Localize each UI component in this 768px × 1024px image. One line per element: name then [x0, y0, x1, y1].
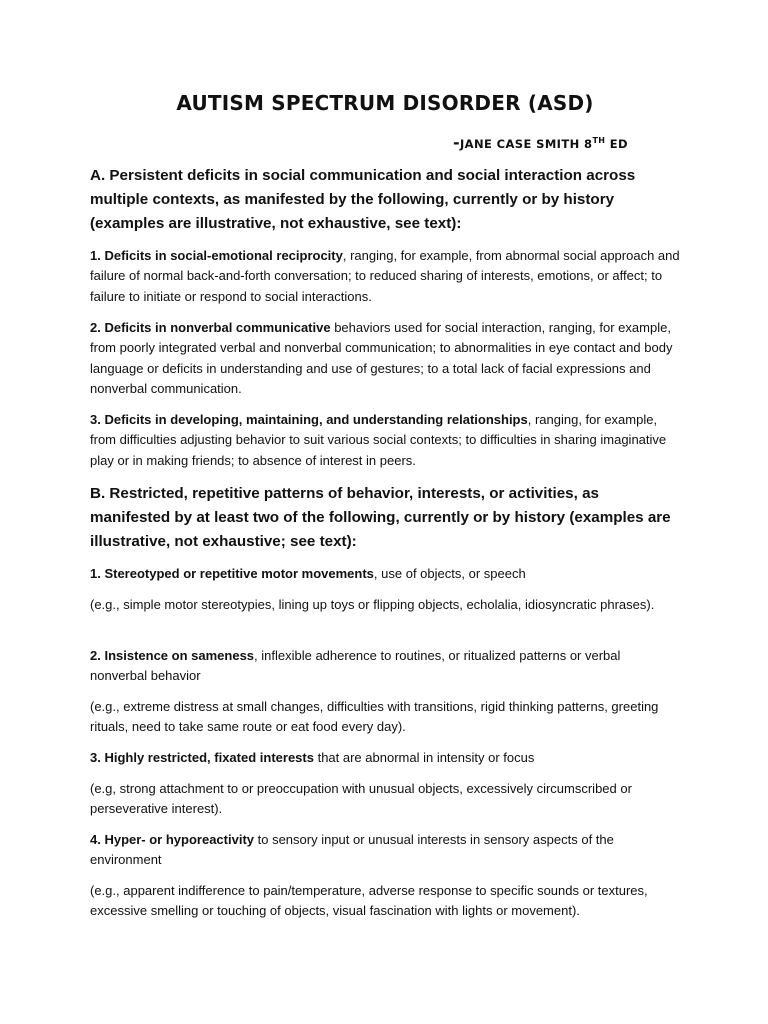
author-name: JANE CASE SMITH 8	[460, 137, 593, 151]
criterion-a1	[90, 246, 680, 307]
criterion-b4-example: (e.g., apparent indifference to pain/temperature, adverse response to specific sounds or textures, excessive smelling or touching of objects, visual fascination with lights or movement).	[90, 883, 648, 919]
section-b-heading: B. Restricted, repetitive patterns of behavior, interests, or activities, as manifested by at least two of the following, currently or by history (examples are illustrative, not exhaustive; see text):	[90, 485, 671, 550]
author-line	[453, 133, 628, 152]
criterion-a2	[90, 318, 680, 399]
section-a-heading: A. Persistent deficits in social communication and social interaction across multiple contexts, as manifested by the following, currently or by history (examples are illustrative, not exhaustive, see text):	[90, 167, 636, 232]
criterion-b3-text: that are abnormal in intensity or focus	[313, 750, 535, 765]
criterion-b4-lead: 4. Hyper- or hyporeactivity	[90, 832, 254, 847]
criterion-b2	[90, 646, 680, 687]
criterion-b4	[90, 830, 680, 871]
criterion-b4-text: to sensory input or unusual interests in sensory aspects of the environment	[90, 832, 614, 868]
criterion-b2-text: , inflexible adherence to routines, or ritualized patterns or verbal nonverbal behavior	[90, 648, 621, 684]
criterion-a3-lead: 3. Deficits in developing, maintaining, and understanding relationships	[90, 412, 528, 427]
criterion-a3	[90, 410, 680, 471]
criterion-a3-text: , ranging, for example, from difficulties adjusting behavior to suit various social contexts; to difficulties in sharing imaginative play or in making friends; to absence of interest in peers.	[90, 412, 667, 468]
author-suffix: ED	[605, 137, 628, 151]
author-dash: -	[452, 133, 460, 152]
criterion-b1-lead: 1. Stereotyped or repetitive motor movements	[90, 566, 374, 581]
document-title: AUTISM SPECTRUM DISORDER (ASD)	[176, 91, 594, 115]
author-superscript: TH	[592, 136, 606, 146]
criterion-b1	[90, 564, 680, 584]
criterion-b2-lead: 2. Insistence on sameness	[90, 648, 255, 663]
criterion-b3	[90, 748, 680, 768]
criterion-b1-example: (e.g., simple motor stereotypies, lining up toys or flipping objects, echolalia, idiosyncratic phrases).	[90, 597, 655, 612]
criterion-a2-lead: 2. Deficits in nonverbal communicative	[90, 320, 331, 335]
criterion-b2-example: (e.g., extreme distress at small changes, difficulties with transitions, rigid thinking patterns, greeting rituals, need to take same route or eat food every day).	[90, 699, 659, 735]
criterion-b3-example: (e.g, strong attachment to or preoccupation with unusual objects, excessively circumscribed or perseverative interest).	[90, 781, 632, 817]
criterion-a1-text: , ranging, for example, from abnormal social approach and failure of normal back-and-forth conversation; to reduced sharing of interests, emotions, or affect; to failure to initiate or respond to social interactions.	[90, 248, 680, 304]
criterion-b3-lead: 3. Highly restricted, fixated interests	[90, 750, 314, 765]
criterion-b1-text: , use of objects, or speech	[373, 566, 526, 581]
criterion-a1-lead: 1. Deficits in social-emotional reciprocity	[90, 248, 343, 263]
criterion-a2-text: behaviors used for social interaction, ranging, for example, from poorly integrated verbal and nonverbal communication; to abnormalities in eye contact and body language or deficits in understanding and use of gestures; to a total lack of facial expressions and nonverbal communication.	[90, 320, 673, 396]
